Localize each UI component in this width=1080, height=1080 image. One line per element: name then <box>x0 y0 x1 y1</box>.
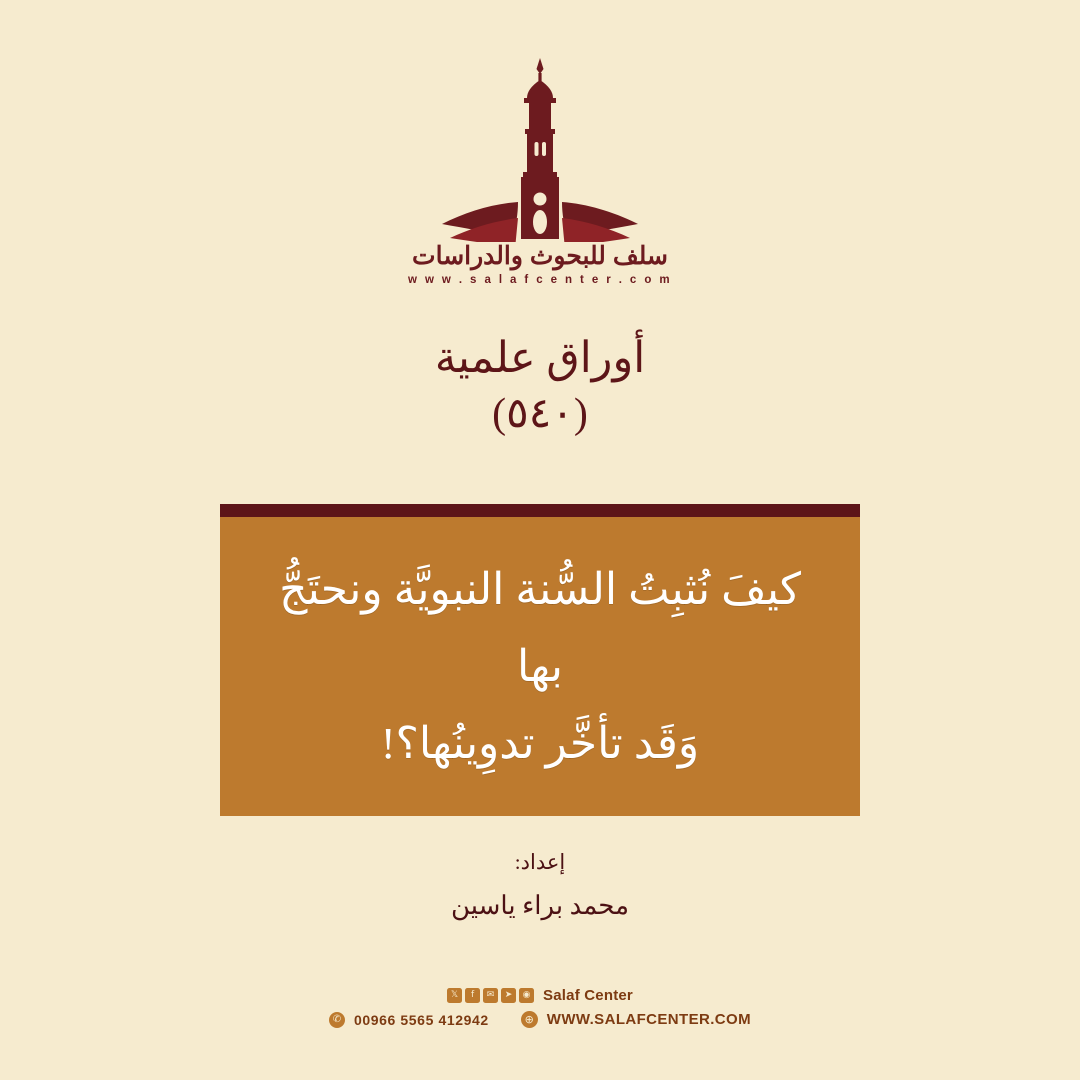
social-icon-group <box>447 988 534 1003</box>
logo-block <box>370 52 710 286</box>
footer-contact-row <box>329 1011 751 1028</box>
series-number: (٥٤٠) <box>492 390 588 437</box>
logo-center-name: سلف للبحوث والدراسات <box>412 242 668 270</box>
x-twitter-icon[interactable]: 𝕏 <box>447 988 462 1003</box>
telegram-icon[interactable]: ➤ <box>501 988 516 1003</box>
facebook-icon[interactable]: f <box>465 988 480 1003</box>
footer-brand-name: Salaf Center <box>543 987 633 1004</box>
minaret-and-book-logo-icon <box>390 52 690 242</box>
author-name: محمد براء ياسين <box>451 891 630 921</box>
title-card <box>220 504 860 816</box>
title-text <box>254 551 826 782</box>
title-line-1: كيفَ نُثبِتُ السُّنة النبويَّة ونحتَجُّ بها <box>279 565 801 692</box>
footer-website[interactable]: WWW.SALAFCENTER.COM <box>546 1011 752 1028</box>
footer-phone: 00966 5565 412942 <box>353 1011 489 1028</box>
footer <box>0 987 1080 1028</box>
globe-icon[interactable]: ⊕ <box>521 1011 538 1028</box>
email-icon[interactable]: ✉ <box>483 988 498 1003</box>
author-block <box>451 850 629 921</box>
footer-social-row <box>447 987 633 1004</box>
series-heading <box>435 332 645 440</box>
title-line-2: وَقَد تأخَّر تدوِينُها؟! <box>380 719 700 769</box>
author-label: إعداد: <box>514 850 566 875</box>
instagram-icon[interactable]: ◉ <box>519 988 534 1003</box>
whatsapp-icon[interactable]: ✆ <box>329 1012 345 1028</box>
logo-website: w w w . s a l a f c e n t e r . c o m <box>408 274 672 286</box>
series-name: أوراق علمية <box>434 335 646 382</box>
